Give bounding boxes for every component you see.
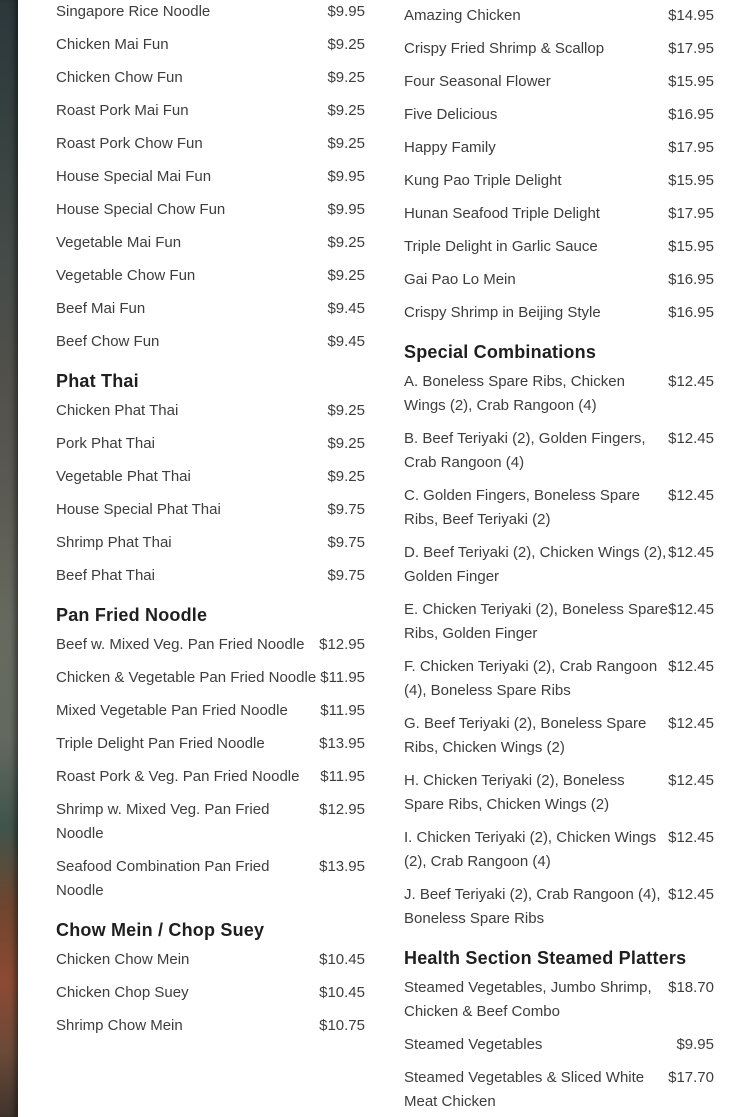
- section-items: [404, 370, 714, 931]
- menu-item-row: [404, 136, 714, 160]
- menu-column-right: [404, 4, 714, 1117]
- menu-item-row: [56, 231, 365, 255]
- section-heading: Phat Thai: [56, 371, 139, 391]
- menu-item-price: $12.95: [319, 801, 365, 818]
- menu-item-row: [404, 1066, 714, 1114]
- menu-item-row: [56, 948, 365, 972]
- section-items: [56, 0, 365, 354]
- menu-item-price: $12.45: [668, 544, 714, 561]
- menu-item-row: [56, 264, 365, 288]
- menu-section: [56, 602, 365, 903]
- menu-item-price: $12.45: [668, 373, 714, 390]
- menu-item-row: [404, 484, 714, 532]
- menu-item-name: Five Delicious: [404, 106, 498, 123]
- menu-item-row: [404, 541, 714, 589]
- menu-item-price: $9.25: [327, 69, 365, 86]
- menu-item-row: [56, 330, 365, 354]
- menu-item-name: Mixed Vegetable Pan Fried Noodle: [56, 702, 288, 719]
- menu-item-row: [56, 1014, 365, 1038]
- section-heading: Pan Fried Noodle: [56, 605, 208, 625]
- section-items: [404, 976, 714, 1114]
- menu-item-name: Shrimp Phat Thai: [56, 534, 172, 551]
- menu-item-name: Chicken & Vegetable Pan Fried Noodle: [56, 669, 317, 686]
- menu-item-row: [404, 235, 714, 259]
- menu-item-name: Pork Phat Thai: [56, 435, 155, 452]
- menu-item-price: $17.70: [668, 1069, 714, 1086]
- menu-item-price: $11.95: [320, 768, 365, 785]
- menu-item-name: Roast Pork Chow Fun: [56, 135, 203, 152]
- menu-item-name: Steamed Vegetables, Jumbo Shrimp, Chicken & Beef Combo: [404, 979, 652, 1020]
- menu-item-row: [56, 564, 365, 588]
- menu-item-name: Beef w. Mixed Veg. Pan Fried Noodle: [56, 636, 305, 653]
- menu-item-row: [56, 633, 365, 657]
- menu-item-name: Four Seasonal Flower: [404, 73, 551, 90]
- menu-item-price: $11.95: [320, 669, 365, 686]
- menu-item-price: $12.45: [668, 430, 714, 447]
- menu-item-name: Crispy Fried Shrimp & Scallop: [404, 40, 605, 57]
- menu-item-price: $9.95: [327, 168, 365, 185]
- menu-item-price: $12.95: [319, 636, 365, 653]
- menu-item-price: $9.25: [327, 435, 365, 452]
- menu-item-price: $17.95: [668, 139, 714, 156]
- menu-section: [404, 4, 714, 325]
- menu-item-price: $9.25: [327, 468, 365, 485]
- menu-item-name: Beef Mai Fun: [56, 300, 146, 317]
- section-items: [56, 948, 365, 1038]
- menu-item-name: B. Beef Teriyaki (2), Golden Fingers, Crab Rangoon (4): [404, 430, 646, 471]
- menu-item-price: $15.95: [668, 238, 714, 255]
- menu-item-name: C. Golden Fingers, Boneless Spare Ribs, Beef Teriyaki (2): [404, 487, 640, 528]
- menu-item-price: $17.95: [668, 40, 714, 57]
- menu-item-row: [404, 826, 714, 874]
- menu-item-price: $9.25: [327, 402, 365, 419]
- section-heading: Chow Mein / Chop Suey: [56, 920, 265, 940]
- menu-item-row: [404, 370, 714, 418]
- menu-item-price: $10.45: [319, 951, 365, 968]
- menu-item-price: $9.25: [327, 135, 365, 152]
- menu-item-row: [404, 268, 714, 292]
- menu-item-row: [56, 699, 365, 723]
- menu-item-name: Triple Delight in Garlic Sauce: [404, 238, 598, 255]
- menu-item-name: H. Chicken Teriyaki (2), Boneless Spare Ribs, Chicken Wings (2): [404, 772, 625, 813]
- menu-item-name: Roast Pork & Veg. Pan Fried Noodle: [56, 768, 300, 785]
- menu-item-name: Gai Pao Lo Mein: [404, 271, 516, 288]
- menu-item-row: [56, 399, 365, 423]
- menu-item-name: Kung Pao Triple Delight: [404, 172, 562, 189]
- menu-item-row: [56, 666, 365, 690]
- menu-column-left: [56, 0, 365, 1117]
- menu-item-row: [404, 712, 714, 760]
- menu-item-price: $12.45: [668, 829, 714, 846]
- menu-item-row: [404, 301, 714, 325]
- menu-item-price: $12.45: [668, 601, 714, 618]
- menu-section: [56, 917, 365, 1038]
- menu-item-name: Chicken Chow Mein: [56, 951, 190, 968]
- menu-item-price: $18.70: [668, 979, 714, 996]
- menu-item-name: Happy Family: [404, 139, 496, 156]
- menu-item-price: $10.45: [319, 984, 365, 1001]
- menu-item-row: [56, 33, 365, 57]
- menu-item-row: [404, 169, 714, 193]
- menu-item-price: $12.45: [668, 715, 714, 732]
- menu-item-row: [56, 531, 365, 555]
- menu-item-name: Crispy Shrimp in Beijing Style: [404, 304, 601, 321]
- menu-section: [56, 0, 365, 354]
- menu-item-name: G. Beef Teriyaki (2), Boneless Spare Ribs, Chicken Wings (2): [404, 715, 647, 756]
- menu-item-name: Vegetable Mai Fun: [56, 234, 182, 251]
- menu-item-row: [404, 769, 714, 817]
- menu-item-price: $16.95: [668, 106, 714, 123]
- menu-item-price: $12.45: [668, 487, 714, 504]
- menu-item-price: $15.95: [668, 73, 714, 90]
- menu-item-price: $11.95: [320, 702, 365, 719]
- menu-item-name: House Special Phat Thai: [56, 501, 221, 518]
- menu-item-name: Triple Delight Pan Fried Noodle: [56, 735, 265, 752]
- menu-item-row: [404, 976, 714, 1024]
- menu-item-name: House Special Chow Fun: [56, 201, 226, 218]
- menu-item-row: [404, 70, 714, 94]
- menu-item-name: Singapore Rice Noodle: [56, 3, 211, 20]
- menu-item-price: $9.25: [327, 267, 365, 284]
- menu-item-name: Vegetable Chow Fun: [56, 267, 196, 284]
- menu-item-name: Chicken Phat Thai: [56, 402, 179, 419]
- section-items: [404, 4, 714, 325]
- menu-item-row: [56, 297, 365, 321]
- menu-item-name: Roast Pork Mai Fun: [56, 102, 189, 119]
- menu-item-name: A. Boneless Spare Ribs, Chicken Wings (2), Crab Rangoon (4): [404, 373, 625, 414]
- menu-item-row: [56, 198, 365, 222]
- menu-item-row: [404, 1033, 714, 1057]
- menu-item-name: Shrimp Chow Mein: [56, 1017, 183, 1034]
- menu-item-price: $12.45: [668, 658, 714, 675]
- menu-item-price: $9.95: [327, 201, 365, 218]
- menu-item-price: $16.95: [668, 271, 714, 288]
- menu-item-price: $14.95: [668, 7, 714, 24]
- menu-item-price: $9.25: [327, 36, 365, 53]
- menu-item-price: $9.25: [327, 234, 365, 251]
- menu-item-row: [56, 99, 365, 123]
- section-heading: Special Combinations: [404, 342, 597, 362]
- menu-item-row: [56, 798, 365, 846]
- menu-section: [404, 339, 714, 931]
- menu-item-price: $15.95: [668, 172, 714, 189]
- menu-item-name: E. Chicken Teriyaki (2), Boneless Spare Ribs, Golden Finger: [404, 601, 669, 642]
- menu-item-price: $13.95: [319, 858, 365, 875]
- menu-item-row: [56, 66, 365, 90]
- menu-item-price: $9.95: [676, 1036, 714, 1053]
- menu-item-row: [404, 202, 714, 226]
- menu-item-price: $9.75: [327, 567, 365, 584]
- menu-item-name: Chicken Mai Fun: [56, 36, 169, 53]
- background-photo-strip: [0, 0, 18, 1117]
- menu-item-row: [56, 0, 365, 24]
- menu-item-price: $16.95: [668, 304, 714, 321]
- menu-item-name: Chicken Chow Fun: [56, 69, 183, 86]
- menu-item-name: Beef Chow Fun: [56, 333, 160, 350]
- menu-item-row: [404, 4, 714, 28]
- section-items: [56, 633, 365, 903]
- menu-item-price: $9.25: [327, 102, 365, 119]
- menu-item-price: $9.75: [327, 534, 365, 551]
- menu-item-name: I. Chicken Teriyaki (2), Chicken Wings (2), Crab Rangoon (4): [404, 829, 657, 870]
- menu-item-row: [56, 132, 365, 156]
- menu-item-name: Amazing Chicken: [404, 7, 521, 24]
- menu-item-name: Vegetable Phat Thai: [56, 468, 191, 485]
- menu-section: [56, 368, 365, 588]
- menu-item-row: [56, 855, 365, 903]
- menu-item-row: [404, 37, 714, 61]
- menu-columns: [56, 0, 714, 1117]
- menu-item-name: Seafood Combination Pan Fried Noodle: [56, 858, 270, 899]
- menu-item-row: [56, 465, 365, 489]
- menu-item-name: F. Chicken Teriyaki (2), Crab Rangoon (4), Boneless Spare Ribs: [404, 658, 658, 699]
- section-heading: Health Section Steamed Platters: [404, 948, 687, 968]
- menu-item-name: House Special Mai Fun: [56, 168, 212, 185]
- menu-item-name: Shrimp w. Mixed Veg. Pan Fried Noodle: [56, 801, 270, 842]
- menu-item-name: J. Beef Teriyaki (2), Crab Rangoon (4), Boneless Spare Ribs: [404, 886, 661, 927]
- menu-item-row: [56, 981, 365, 1005]
- menu-item-row: [404, 103, 714, 127]
- menu-item-name: Chicken Chop Suey: [56, 984, 189, 1001]
- menu-item-name: Beef Phat Thai: [56, 567, 155, 584]
- menu-item-name: Hunan Seafood Triple Delight: [404, 205, 600, 222]
- menu-item-price: $13.95: [319, 735, 365, 752]
- menu-item-row: [404, 598, 714, 646]
- menu-item-price: $9.45: [327, 333, 365, 350]
- menu-item-price: $12.45: [668, 772, 714, 789]
- menu-item-name: Steamed Vegetables & Sliced White Meat Chicken: [404, 1069, 645, 1110]
- menu-item-price: $12.45: [668, 886, 714, 903]
- menu-item-price: $10.75: [319, 1017, 365, 1034]
- menu-item-row: [56, 432, 365, 456]
- menu-section: [404, 945, 714, 1114]
- menu-item-row: [404, 427, 714, 475]
- menu-item-row: [56, 498, 365, 522]
- menu-item-name: Steamed Vegetables: [404, 1036, 543, 1053]
- menu-item-row: [404, 655, 714, 703]
- menu-item-price: $9.45: [327, 300, 365, 317]
- menu-item-name: D. Beef Teriyaki (2), Chicken Wings (2), Golden Finger: [404, 544, 667, 585]
- menu-item-row: [56, 732, 365, 756]
- menu-item-row: [56, 165, 365, 189]
- menu-item-row: [56, 765, 365, 789]
- menu-item-price: $9.75: [327, 501, 365, 518]
- menu-item-price: $9.95: [327, 3, 365, 20]
- menu-item-row: [404, 883, 714, 931]
- menu-item-price: $17.95: [668, 205, 714, 222]
- section-items: [56, 399, 365, 588]
